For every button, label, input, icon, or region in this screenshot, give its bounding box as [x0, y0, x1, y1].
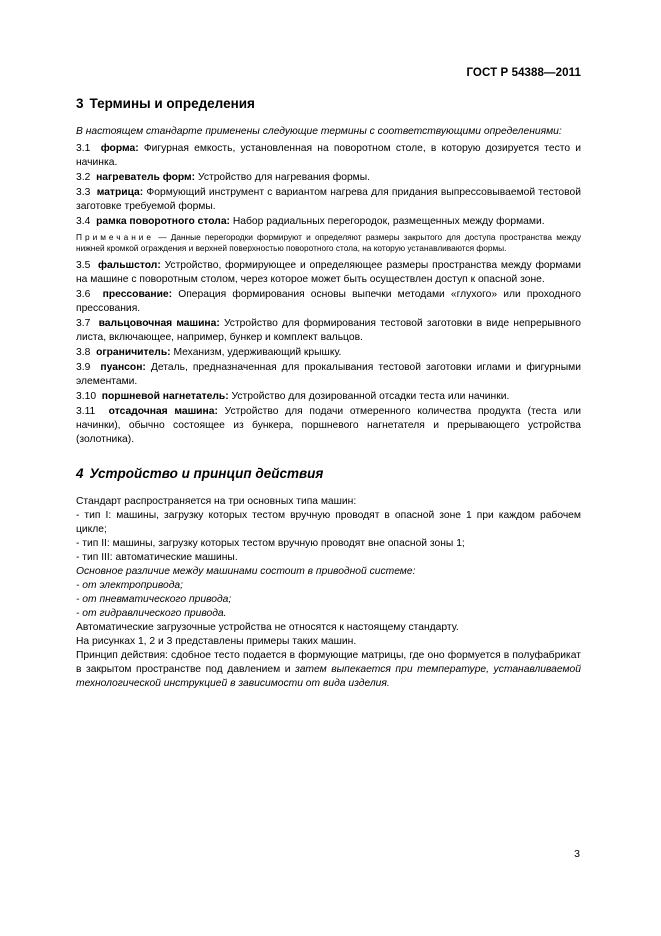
term-list-1: [76, 142, 581, 229]
note-text: — Данные перегородки формируют и определяют размеры закрытого для доступа пространства между нижней кромкой ограждения и верхней поверхностью поворотного стола, на которую устанавливаются формы.: [76, 232, 581, 253]
term-definition: Деталь, предназначенная для прокалывания тестовой заготовки иглами и фигурными элементами.: [76, 362, 581, 387]
note-paragraph: [76, 232, 581, 254]
section-4-italic-line: - от гидравлического привода.: [76, 608, 227, 619]
section-4-heading: [76, 466, 581, 481]
term-definition: Устройство, формирующее и определяющее размеры пространства между формами на машине с поворотным столом, через которое может быть осуществлен доступ к опасной зоне.: [76, 260, 581, 285]
term-name: прессование:: [102, 289, 173, 300]
section-3-number: 3: [76, 96, 84, 111]
term-definition: Набор радиальных перегородок, размещенных между формами.: [232, 216, 545, 227]
section-3-intro: [76, 125, 581, 139]
section-4-italic-line: Основное различие между машинами состоит в приводной системе:: [76, 566, 416, 577]
term-number: 3.7: [76, 318, 91, 329]
term-number: 3.6: [76, 289, 91, 300]
term-name: нагреватель форм:: [96, 172, 196, 183]
term-name: отсадочная машина:: [108, 406, 218, 417]
section-3-intro-text: В настоящем стандарте применены следующие термины с соответствующими определениями:: [76, 126, 562, 137]
term-number: 3.1: [76, 143, 91, 154]
section-4-body: [76, 495, 581, 691]
term-entry: [76, 390, 581, 404]
term-definition: Формующий инструмент с вариантом нагрева для придания выпрессовываемой тестовой заготовке требуемой формы.: [76, 187, 581, 212]
section-4-number: 4: [76, 466, 84, 481]
term-definition: Устройство для формирования тестовой заготовки в виде непрерывного листа, включающее, например, бункер и комплект вальцов.: [76, 318, 581, 343]
term-entry: [76, 288, 581, 316]
term-entry: [76, 215, 581, 229]
section-4-line: - тип III: автоматические машины.: [76, 552, 238, 563]
term-entry: [76, 317, 581, 345]
section-3-heading: [76, 96, 581, 111]
section-4-line: - тип II: машины, загрузку которых тестом вручную проводят вне опасной зоны 1;: [76, 538, 465, 549]
term-name: фальшстол:: [97, 260, 161, 271]
term-number: 3.4: [76, 216, 91, 227]
principle-paragraph: [76, 649, 581, 691]
term-number: 3.10: [76, 391, 97, 402]
term-entry: [76, 346, 581, 360]
section-4-italic-line: - от электропривода;: [76, 580, 183, 591]
section-4-italic-line: - от пневматического привода;: [76, 594, 232, 605]
term-number: 3.11: [76, 406, 96, 417]
page-content: [76, 96, 581, 691]
section-3-title: Термины и определения: [89, 96, 255, 111]
term-definition: Устройство для подачи отмеренного количества продукта (теста или начинки), обычно состоящее из бункера, поршневого нагнетателя и прерывающего устройства (золотника).: [76, 406, 581, 445]
section-4-line: - тип I: машины, загрузку которых тестом вручную проводят в опасной зоне 1 при каждом рабочем цикле;: [76, 510, 581, 535]
term-name: рамка поворотного стола:: [96, 216, 230, 227]
term-name: поршневой нагнетатель:: [101, 391, 229, 402]
term-name: пуансон:: [100, 362, 146, 373]
term-name: матрица:: [96, 187, 144, 198]
section-4-line: Автоматические загрузочные устройства не относятся к настоящему стандарту.: [76, 622, 459, 633]
term-number: 3.2: [76, 172, 91, 183]
term-entry: [76, 142, 581, 170]
term-list-2: [76, 259, 581, 447]
term-name: ограничитель:: [96, 347, 171, 358]
section-4-line: Стандарт распространяется на три основных типа машин:: [76, 496, 357, 507]
term-definition: Устройство для дозированной отсадки теста или начинки.: [231, 391, 510, 402]
term-number: 3.5: [76, 260, 91, 271]
term-name: вальцовочная машина:: [98, 318, 220, 329]
note-label: Примечание: [76, 232, 155, 242]
page-number: 3: [574, 848, 580, 860]
term-definition: Фигурная емкость, установленная на поворотном столе, в которую дозируется тесто и начинка.: [76, 143, 581, 168]
term-number: 3.3: [76, 187, 91, 198]
section-4-line: На рисунках 1, 2 и 3 представлены примеры таких машин.: [76, 636, 357, 647]
term-name: форма:: [100, 143, 139, 154]
term-entry: [76, 361, 581, 389]
standard-designation: ГОСТ Р 54388—2011: [466, 67, 581, 79]
term-definition: Устройство для нагревания формы.: [197, 172, 371, 183]
term-definition: Операция формирования основы выпечки методами «глухого» или проходного прессования.: [76, 289, 581, 314]
term-entry: [76, 405, 581, 447]
term-definition: Механизм, удерживающий крышку.: [173, 347, 342, 358]
principle-italic-text: затем выпекается при температуре, устанавливаемой технологической инструкцией в зависимости от вида изделия.: [76, 664, 581, 689]
term-number: 3.9: [76, 362, 91, 373]
section-4-title: Устройство и принцип действия: [89, 466, 324, 481]
term-entry: [76, 171, 581, 185]
term-entry: [76, 186, 581, 214]
principle-text: Принцип действия: сдобное тесто подается в формующие матрицы, где оно формуется в полуфабрикат в закрытом пространстве под давлением и: [76, 650, 581, 675]
term-entry: [76, 259, 581, 287]
term-number: 3.8: [76, 347, 91, 358]
